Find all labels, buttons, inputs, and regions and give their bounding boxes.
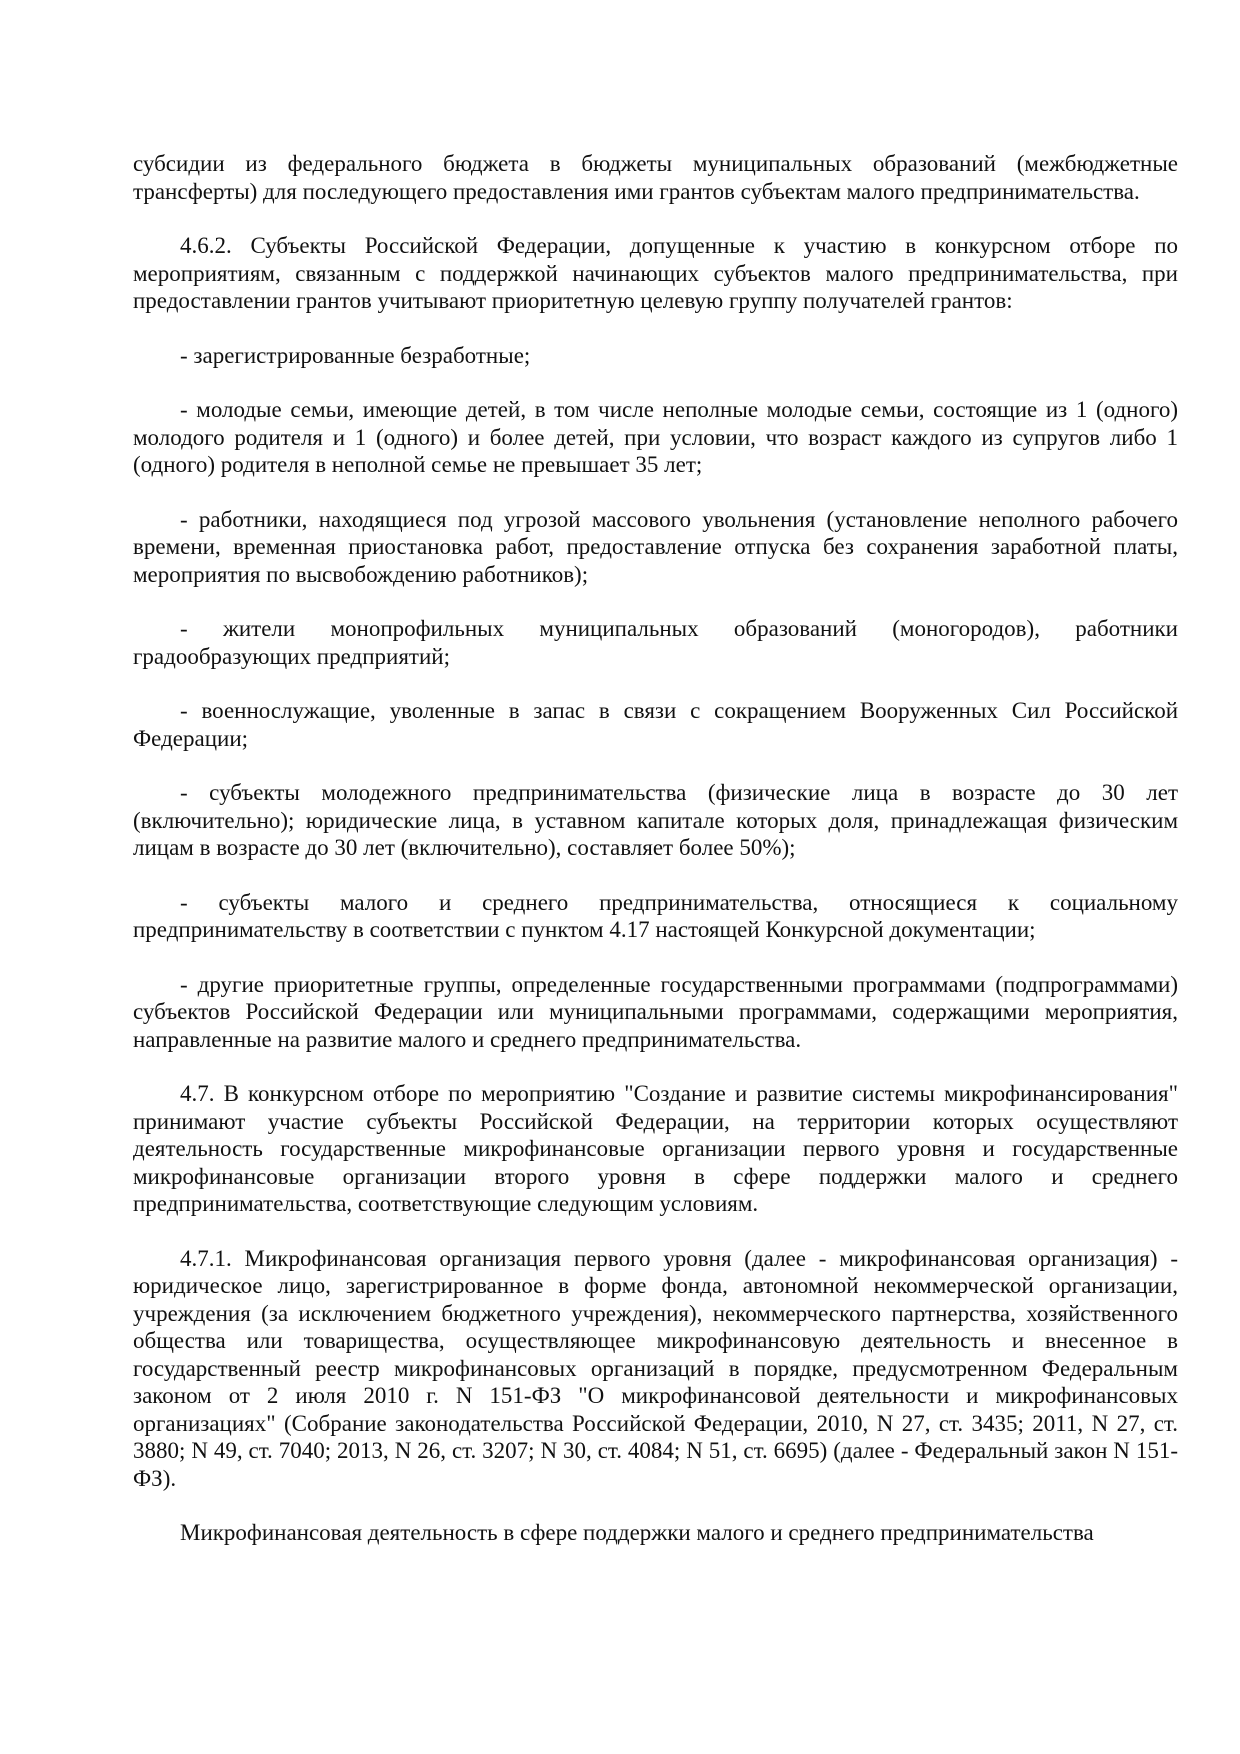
list-item-social-entrepreneurship: - субъекты малого и среднего предпринимательства, относящиеся к социальному предпринимательству в соответствии с пунктом 4.17 настоящей Конкурсной документации;: [133, 889, 1178, 942]
paragraph-4-7: 4.7. В конкурсном отборе по мероприятию "Создание и развитие системы микрофинансирования" принимают участие субъекты Российской Федерации, на территории которых осуществляют деятельность государственные микрофинансовые организации первого уровня и государственные микрофинансовые организации второго уровня в сфере поддержки малого и среднего предпринимательства, соответствующие следующим условиям.: [133, 1081, 1178, 1216]
document-page: [133, 150, 1178, 1547]
list-item-other-priority-groups: - другие приоритетные группы, определенные государственными программами (подпрограммами) субъектов Российской Федерации или муниципальными программами, содержащими мероприятия, направленные на развитие малого и среднего предпринимательства.: [133, 971, 1178, 1052]
paragraph-4-6-2: 4.6.2. Субъекты Российской Федерации, допущенные к участию в конкурсном отборе по мероприятиям, связанным с поддержкой начинающих субъектов малого предпринимательства, при предоставлении грантов учитывают приоритетную целевую группу получателей грантов:: [133, 233, 1178, 313]
paragraph-microfinance-activity: Микрофинансовая деятельность в сфере поддержки малого и среднего предпринимательства: [180, 1520, 1094, 1545]
list-item-discharged-military: - военнослужащие, уволенные в запас в связи с сокращением Вооруженных Сил Российской Федерации;: [133, 698, 1178, 751]
list-item-young-families: - молодые семьи, имеющие детей, в том числе неполные молодые семьи, состоящие из 1 (одного) молодого родителя и 1 (одного) и более детей, при условии, что возраст каждого из супругов либо 1 (одного) родителя в неполной семье не превышает 35 лет;: [133, 397, 1178, 477]
list-item-youth-entrepreneurship: - субъекты молодежного предпринимательства (физические лица в возрасте до 30 лет (включительно); юридические лица, в уставном капитале которых доля, принадлежащая физическим лицам в возрасте до 30 лет (включительно), составляет более 50%);: [133, 780, 1178, 860]
list-item-monotown-residents: - жители монопрофильных муниципальных образований (моногородов), работники градообразующих предприятий;: [133, 616, 1178, 669]
paragraph-subsidies-continuation: субсидии из федерального бюджета в бюджеты муниципальных образований (межбюджетные трансферты) для последующего предоставления ими грантов субъектам малого предпринимательства.: [133, 151, 1178, 204]
list-item-unemployed: - зарегистрированные безработные;: [180, 342, 531, 368]
paragraph-4-7-1: 4.7.1. Микрофинансовая организация первого уровня (далее - микрофинансовая организация) - юридическое лицо, зарегистрированное в форме фонда, автономной некоммерческой организации, учреждения (за исключением бюджетного учреждения), некоммерческого партнерства, хозяйственного общества или товарищества, осуществляющее микрофинансовую деятельность и внесенное в государственный реестр микрофинансовых организаций в порядке, предусмотренном Федеральным законом от 2 июля 2010 г. N 151-ФЗ "О микрофинансовой деятельности и микрофинансовых организациях" (Собрание законодательства Российской Федерации, 2010, N 27, ст. 3435; 2011, N 27, ст. 3880; N 49, ст. 7040; 2013, N 26, ст. 3207; N 30, ст. 4084; N 51, ст. 6695) (далее - Федеральный закон N 151-ФЗ).: [133, 1245, 1178, 1491]
list-item-workers-at-risk: - работники, находящиеся под угрозой массового увольнения (установление неполного рабочего времени, временная приостановка работ, предоставление отпуска без сохранения заработной платы, мероприятия по высвобождению работников);: [133, 506, 1178, 587]
